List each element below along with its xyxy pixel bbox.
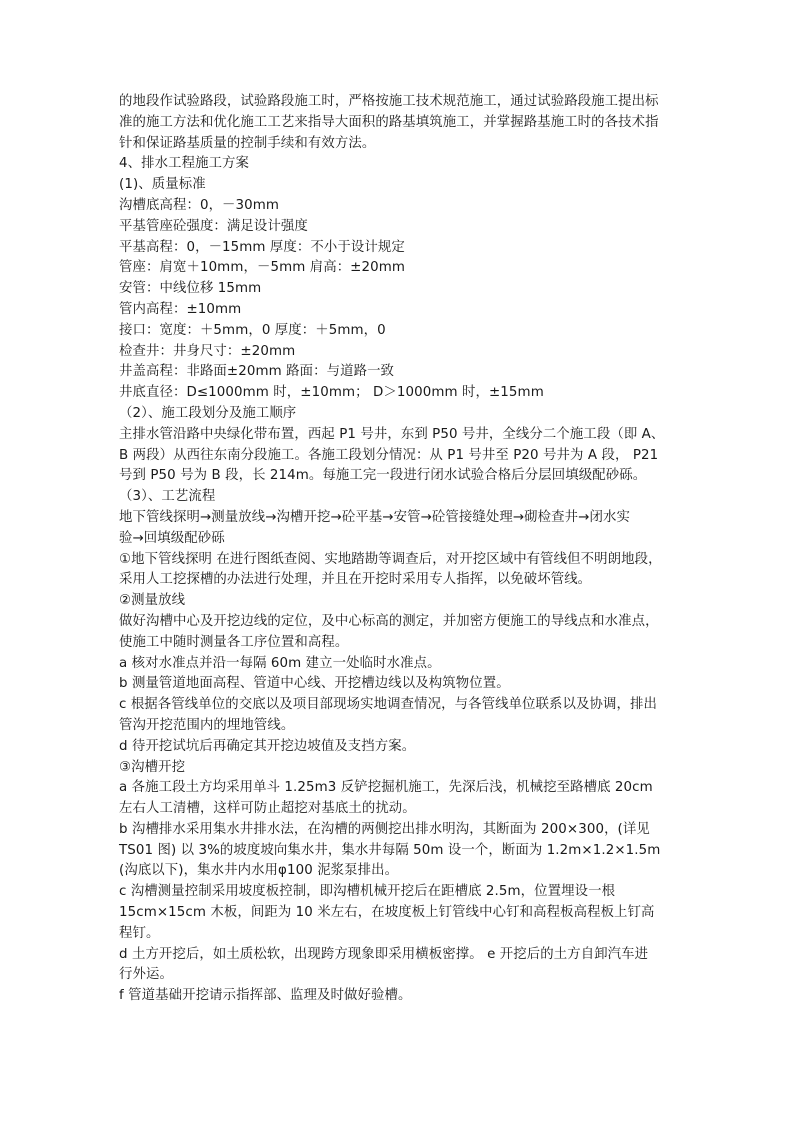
list-item: 程钉。 [119,925,160,941]
text-line: 使施工中随时测量各工序位置和高程。 [119,634,349,650]
spec-line: 平基管座砼强度：满足设计强度 [119,218,308,234]
text-line: 验→回填级配砂砾 [119,530,225,546]
spec-line: 井盖高程：非路面±20mm 路面：与道路一致 [119,364,395,380]
spec-line: 接口：宽度：＋5mm，0 厚度：＋5mm，0 [119,322,386,338]
list-item: a 核对水准点并沿一每隔 60m 建立一处临时水准点。 [119,655,441,671]
subsection-heading: （3）、工艺流程 [119,489,216,505]
text-line: 准的施工方法和优化施工工艺来指导大面积的路基填筑施工，并掌握路基施工时的各技术指 [119,114,659,130]
list-item: c 沟槽测量控制采用坡度板控制，即沟槽机械开挖后在距槽底 2.5m，位置埋设一根 [119,884,616,900]
text-line: 地下管线探明→测量放线→沟槽开挖→砼平基→安管→砼管接缝处理→砌检查井→闭水实 [119,509,630,525]
list-item: (沟底以下)，集水井内水用φ100 泥浆泵排出。 [119,863,399,879]
step-heading: ②测量放线 [119,593,186,609]
step-heading: ③沟槽开挖 [119,759,186,775]
list-item: b 沟槽排水采用集水井排水法，在沟槽的两侧挖出排水明沟，其断面为 200×300，(详见 [119,821,650,837]
spec-line: 管内高程：±10mm [119,301,242,317]
spec-line: 井底直径：D≤1000mm 时，±10mm； D＞1000mm 时，±15mm [119,385,544,401]
spec-line: 平基高程：0，－15mm 厚度：不小于设计规定 [119,239,405,255]
list-item: d 待开挖试坑后再确定其开挖边坡值及支挡方案。 [119,738,416,754]
list-item: TS01 图) 以 3%的坡度坡向集水井，集水井每隔 50m 设一个，断面为 1.2m×1.2×1.5m [119,842,661,858]
text-line: 主排水管沿路中央绿化带布置，西起 P1 号井，东到 P50 号井，全线分二个施工段（即 A、 [119,426,665,442]
spec-line: 安管：中线位移 15mm [119,281,262,297]
document-body [119,92,679,1007]
subsection-heading: (1)、质量标准 [119,177,206,193]
list-item: b 测量管道地面高程、管道中心线、开挖槽边线以及构筑物位置。 [119,676,510,692]
spec-line: 检查井：井身尺寸：±20mm [119,343,296,359]
list-item: 行外运。 [119,967,173,983]
spec-line: 沟槽底高程：0，－30mm [119,197,280,213]
text-line: 针和保证路基质量的控制手续和有效方法。 [119,135,376,151]
list-item: 左右人工清槽，这样可防止超挖对基底土的扰动。 [119,801,416,817]
list-item: c 根据各管线单位的交底以及项目部现场实地调查情况，与各管线单位联系以及协调，排出 [119,697,657,713]
list-item: a 各施工段土方均采用单斗 1.25m3 反铲挖掘机施工，先深后浅，机械挖至路槽底 20cm [119,780,653,796]
list-item: d 土方开挖后，如土质松软，出现跨方现象即采用横板密撑。 e 开挖后的土方自卸汽车进 [119,946,649,962]
list-item: 15cm×15cm 木板，间距为 10 米左右，在坡度板上钉管线中心钉和高程板高程板上钉高 [119,905,655,921]
text-line: 采用人工挖探槽的办法进行处理，并且在开挖时采用专人指挥，以免破坏管线。 [119,572,592,588]
spec-line: 管座：肩宽＋10mm，－5mm 肩高：±20mm [119,260,406,276]
text-line: 号到 P50 号为 B 段，长 214m。每施工完一段进行闭水试验合格后分层回填级配砂砾。 [119,468,647,484]
subsection-heading: （2）、施工段划分及施工顺序 [119,405,297,421]
text-line: B 两段）从西往东南分段施工。各施工段划分情况：从 P1 号井至 P20 号井为 A 段， P21 [119,447,659,463]
text-line: 做好沟槽中心及开挖边线的定位，及中心标高的测定，并加密方便施工的导线点和水准点， [119,613,659,629]
section-heading: 4、排水工程施工方案 [119,156,250,172]
list-item: 管沟开挖范围内的埋地管线。 [119,717,295,733]
list-item: f 管道基础开挖请示指挥部、监理及时做好验槽。 [119,988,412,1004]
text-line: ①地下管线探明 在进行图纸查阅、实地踏勘等调查后，对开挖区域中有管线但不明朗地段， [119,551,662,567]
text-line: 的地段作试验路段，试验路段施工时，严格按施工技术规范施工，通过试验路段施工提出标 [119,94,659,109]
